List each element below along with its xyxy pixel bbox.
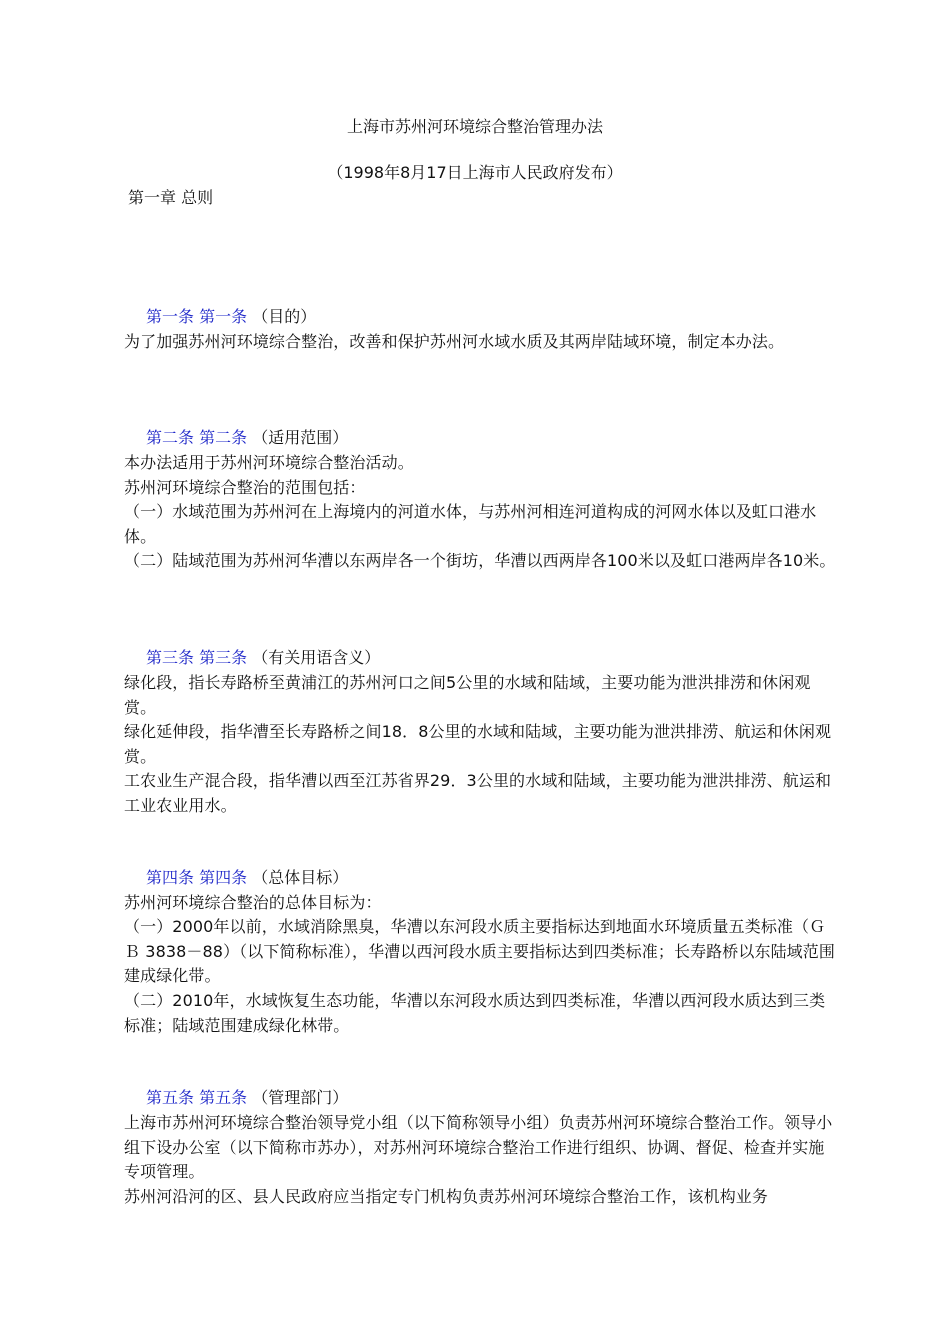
article-paragraph: （一）2000年以前，水域消除黑臭，华漕以东河段水质主要指标达到地面水环境质量五类标准（ＧＢ 3838－88）（以下简称标准），华漕以西河段水质主要指标达到四类标准；长寿路桥以东陆域范围建成绿化带。 bbox=[124, 917, 835, 985]
article-number: 第二条 第二条 bbox=[146, 428, 248, 447]
article-topic: （有关用语含义） bbox=[252, 648, 381, 667]
article-3-heading bbox=[146, 647, 380, 669]
article-paragraph: 绿化段，指长寿路桥至黄浦江的苏州河口之间5公里的水域和陆域，主要功能为泄洪排涝和休闲观赏。 bbox=[124, 673, 811, 717]
article-number: 第三条 第三条 bbox=[146, 648, 248, 667]
article-paragraph: （二）陆域范围为苏州河华漕以东两岸各一个街坊，华漕以西两岸各100米以及虹口港两岸各10米。 bbox=[124, 551, 836, 570]
article-paragraph: 上海市苏州河环境综合整治领导党小组（以下简称领导小组）负责苏州河环境综合整治工作。领导小组下设办公室（以下简称市苏办），对苏州河环境综合整治工作进行组织、协调、督促、检查并实施专项管理。 bbox=[124, 1113, 833, 1181]
article-number: 第四条 第四条 bbox=[146, 868, 248, 887]
article-topic: （管理部门） bbox=[252, 1088, 349, 1107]
article-topic: （适用范围） bbox=[252, 428, 349, 447]
article-2-heading bbox=[146, 427, 348, 449]
article-paragraph: 绿化延伸段，指华漕至长寿路桥之间18．8公里的水域和陆域，主要功能为泄洪排涝、航运和休闲观赏。 bbox=[124, 722, 832, 766]
article-paragraph: （一）水域范围为苏州河在上海境内的河道水体，与苏州河相连河道构成的河网水体以及虹口港水体。 bbox=[124, 502, 817, 546]
article-paragraph: 工农业生产混合段，指华漕以西至江苏省界29．3公里的水域和陆域，主要功能为泄洪排涝、航运和工业农业用水。 bbox=[124, 771, 832, 815]
article-5-heading bbox=[146, 1087, 348, 1109]
article-4-heading bbox=[146, 867, 348, 889]
article-topic: （总体目标） bbox=[252, 868, 349, 887]
article-paragraph: 苏州河环境综合整治的总体目标为： bbox=[124, 893, 382, 912]
article-number: 第五条 第五条 bbox=[146, 1088, 248, 1107]
chapter-heading: 第一章 总则 bbox=[128, 188, 214, 207]
article-number: 第一条 第一条 bbox=[146, 307, 248, 326]
article-topic: （目的） bbox=[252, 307, 317, 326]
article-paragraph: 苏州河环境综合整治的范围包括： bbox=[124, 478, 366, 497]
document-subtitle: （1998年8月17日上海市人民政府发布） bbox=[327, 163, 623, 182]
document-title: 上海市苏州河环境综合整治管理办法 bbox=[346, 117, 603, 136]
article-paragraph: 苏州河沿河的区、县人民政府应当指定专门机构负责苏州河环境综合整治工作，该机构业务 bbox=[124, 1187, 769, 1206]
article-paragraph: （二）2010年，水域恢复生态功能，华漕以东河段水质达到四类标准，华漕以西河段水质达到三类标准；陆域范围建成绿化林带。 bbox=[124, 991, 826, 1035]
article-paragraph: 本办法适用于苏州河环境综合整治活动。 bbox=[124, 453, 414, 472]
article-paragraph: 为了加强苏州河环境综合整治，改善和保护苏州河水域水质及其两岸陆域环境，制定本办法。 bbox=[124, 332, 785, 351]
article-1-heading bbox=[146, 306, 316, 328]
